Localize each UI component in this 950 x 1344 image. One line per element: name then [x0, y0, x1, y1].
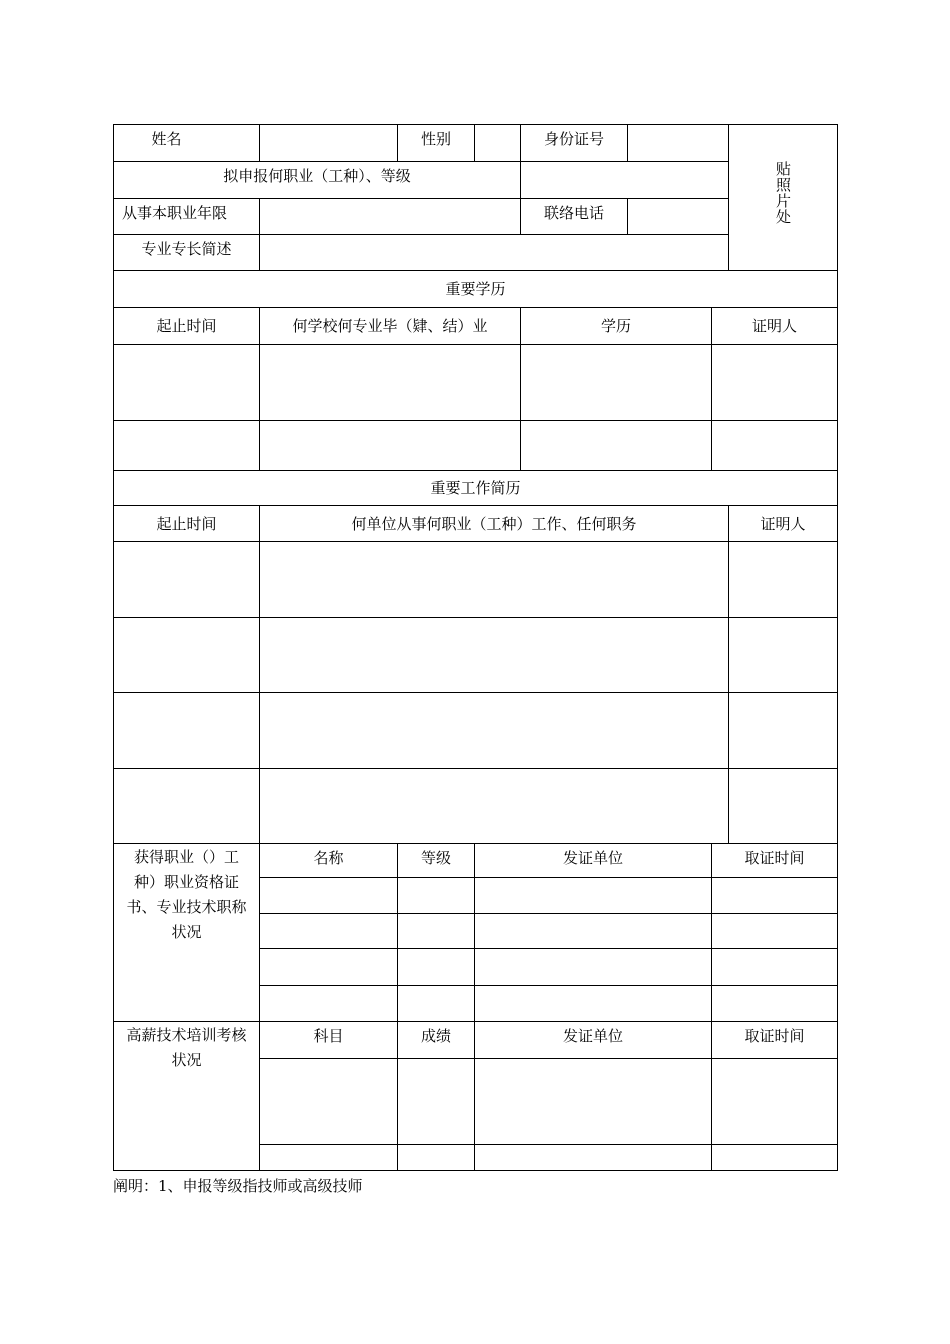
work-unit-cell[interactable] — [260, 769, 729, 844]
table-row — [114, 769, 838, 844]
certificate-issuer-cell[interactable] — [475, 914, 712, 949]
certificate-date-cell[interactable] — [712, 878, 838, 914]
gender-field[interactable] — [475, 125, 521, 162]
training-issuer-cell[interactable] — [475, 1059, 712, 1145]
training-date-cell[interactable] — [712, 1145, 838, 1171]
work-unit-cell[interactable] — [260, 618, 729, 693]
table-row — [114, 542, 838, 618]
work-period-cell[interactable] — [114, 618, 260, 693]
years-field[interactable] — [260, 199, 521, 235]
training-col-issuer: 发证单位 — [475, 1022, 712, 1059]
certificate-date-cell[interactable] — [712, 949, 838, 986]
education-witness-cell[interactable] — [712, 345, 838, 421]
table-row — [114, 618, 838, 693]
certificate-level-cell[interactable] — [398, 986, 475, 1022]
training-date-cell[interactable] — [712, 1059, 838, 1145]
certificate-issuer-cell[interactable] — [475, 878, 712, 914]
training-issuer-cell[interactable] — [475, 1145, 712, 1171]
education-period-cell[interactable] — [114, 421, 260, 471]
application-form — [113, 124, 838, 1171]
work-period-cell[interactable] — [114, 693, 260, 769]
education-period-cell[interactable] — [114, 345, 260, 421]
certificates-col-level: 等级 — [398, 844, 475, 878]
certificate-date-cell[interactable] — [712, 986, 838, 1022]
occupation-field[interactable] — [521, 162, 729, 199]
certificate-level-cell[interactable] — [398, 914, 475, 949]
certificate-name-cell[interactable] — [260, 949, 398, 986]
name-field[interactable] — [260, 125, 398, 162]
certificate-name-cell[interactable] — [260, 986, 398, 1022]
training-score-cell[interactable] — [398, 1145, 475, 1171]
certificate-date-cell[interactable] — [712, 914, 838, 949]
table-row — [114, 421, 838, 471]
footnote: 阐明：1、申报等级指技师或高级技师 — [113, 1177, 363, 1195]
work-col-witness: 证明人 — [729, 506, 838, 542]
certificates-col-name: 名称 — [260, 844, 398, 878]
training-subject-cell[interactable] — [260, 1145, 398, 1171]
training-score-cell[interactable] — [398, 1059, 475, 1145]
photo-label: 贴照片处 — [774, 161, 792, 225]
expertise-label: 专业专长简述 — [114, 235, 260, 271]
education-degree-cell[interactable] — [521, 421, 712, 471]
work-period-cell[interactable] — [114, 542, 260, 618]
education-col-period: 起止时间 — [114, 308, 260, 345]
training-col-date: 取证时间 — [712, 1022, 838, 1059]
table-row — [114, 345, 838, 421]
table-row — [114, 693, 838, 769]
education-degree-cell[interactable] — [521, 345, 712, 421]
training-label: 高薪技术培训考核状况 — [114, 1022, 260, 1171]
education-school-cell[interactable] — [260, 345, 521, 421]
certificate-level-cell[interactable] — [398, 878, 475, 914]
certificates-col-issuer: 发证单位 — [475, 844, 712, 878]
training-col-subject: 科目 — [260, 1022, 398, 1059]
certificate-name-cell[interactable] — [260, 878, 398, 914]
training-col-score: 成绩 — [398, 1022, 475, 1059]
phone-field[interactable] — [628, 199, 729, 235]
years-label: 从事本职业年限 — [114, 199, 260, 235]
occupation-label: 拟申报何职业（工种）、等级 — [114, 162, 521, 199]
work-witness-cell[interactable] — [729, 693, 838, 769]
certificate-issuer-cell[interactable] — [475, 949, 712, 986]
work-col-period: 起止时间 — [114, 506, 260, 542]
certificate-issuer-cell[interactable] — [475, 986, 712, 1022]
phone-label: 联络电话 — [521, 199, 628, 235]
id-field[interactable] — [628, 125, 729, 162]
certificate-name-cell[interactable] — [260, 914, 398, 949]
education-school-cell[interactable] — [260, 421, 521, 471]
work-unit-cell[interactable] — [260, 693, 729, 769]
education-col-degree: 学历 — [521, 308, 712, 345]
training-subject-cell[interactable] — [260, 1059, 398, 1145]
photo-area[interactable] — [729, 125, 838, 271]
certificates-col-date: 取证时间 — [712, 844, 838, 878]
work-title: 重要工作简历 — [114, 471, 838, 506]
work-unit-cell[interactable] — [260, 542, 729, 618]
id-label: 身份证号 — [521, 125, 628, 162]
name-label: 姓名 — [114, 125, 260, 162]
work-col-unit: 何单位从事何职业（工种）工作、任何职务 — [260, 506, 729, 542]
work-witness-cell[interactable] — [729, 542, 838, 618]
education-col-school: 何学校何专业毕（肄、结）业 — [260, 308, 521, 345]
gender-label: 性别 — [398, 125, 475, 162]
expertise-field[interactable] — [260, 235, 729, 271]
certificates-label: 获得职业（）工种）职业资格证书、专业技术职称状况 — [114, 844, 260, 1022]
work-period-cell[interactable] — [114, 769, 260, 844]
certificate-level-cell[interactable] — [398, 949, 475, 986]
work-witness-cell[interactable] — [729, 618, 838, 693]
education-title: 重要学历 — [114, 271, 838, 308]
education-col-witness: 证明人 — [712, 308, 838, 345]
work-witness-cell[interactable] — [729, 769, 838, 844]
education-witness-cell[interactable] — [712, 421, 838, 471]
